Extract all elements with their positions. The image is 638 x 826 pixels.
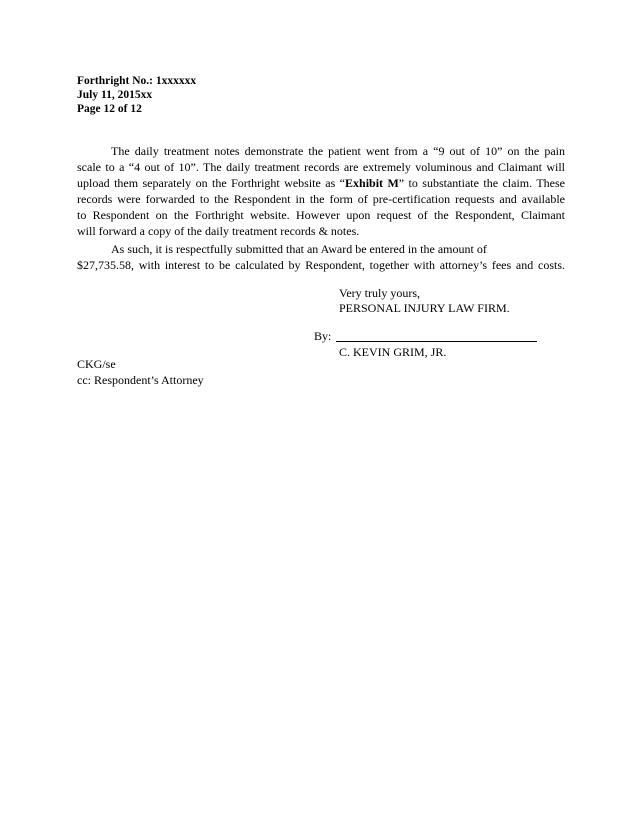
case-number: Forthright No.: 1xxxxxx [77,75,197,87]
exhibit-text-after: ” to substantiate the claim. These [398,176,565,190]
page-number: Page 12 of 12 [77,103,142,115]
paragraph-line: records were forwarded to the Respondent in the form of pre-certification requests and available [77,192,565,206]
cc-line: cc: Respondent’s Attorney [77,372,204,387]
paragraph-line: $27,735.58, with interest to be calculated by Respondent, together with attorney’s fees and costs. [77,258,565,272]
letter-date: July 11, 2015xx [77,89,153,101]
paragraph-award-request [77,241,565,273]
paragraph-treatment-notes [77,143,565,239]
letter-footer [77,357,204,388]
initials: CKG/se [77,357,116,371]
paragraph-line: scale to a “4 out of 10”. The daily treatment records are extremely voluminous and Claimant will [77,160,565,174]
letter-header [77,74,196,116]
paragraph-line: As such, it is respectfully submitted that an Award be entered in the amount of [111,242,487,256]
paragraph-line: will forward a copy of the daily treatment records & notes. [77,224,360,238]
by-label: By: [314,329,332,343]
paragraph-line: to Respondent on the Forthright website. However upon request of the Respondent, Claimant [77,208,565,222]
signature-block [339,286,510,315]
paragraph-line: The daily treatment notes demonstrate the patient went from a “9 out of 10” on the pain [111,144,565,158]
signature-line [336,341,537,342]
signer-name: C. KEVIN GRIM, JR. [339,345,447,359]
paragraph-line-exhibit [77,175,565,191]
exhibit-label: Exhibit M [345,176,399,190]
closing-text: Very truly yours, [339,286,420,300]
exhibit-text-before: upload them separately on the Forthright website as “ [77,176,346,190]
firm-name: PERSONAL INJURY LAW FIRM. [339,300,510,315]
